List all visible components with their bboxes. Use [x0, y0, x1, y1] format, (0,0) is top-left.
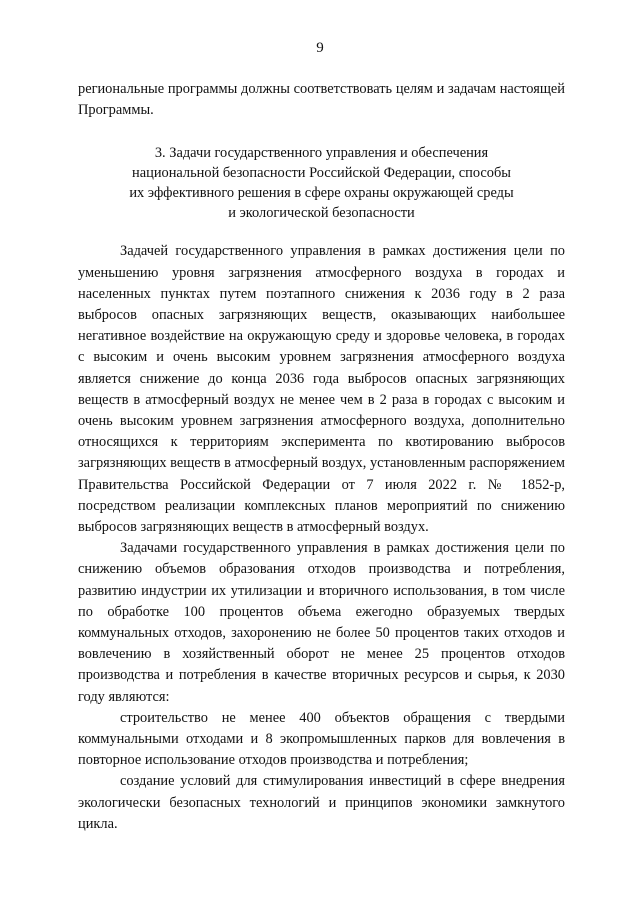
section-heading-line: национальной безопасности Российской Федерации, способы — [132, 165, 511, 182]
body-paragraph: Задачей государственного управления в рамках достижения цели по уменьшению уровня загрязнения атмосферного воздуха в городах и населенных пунктах путем поэтапного снижения к 2036 году в 2 раза выбросов опасных загрязняющих веществ, оказывающих наибольшее негативное воздействие на окружающую среду и здоровье человека, в городах с высоким и очень высоким уровнем загрязнения атмосферного воздуха является снижение до конца 2036 года выбросов опасных загрязняющих веществ в атмосферный воздух не менее чем в 2 раза в городах с высоким и очень высоким уровнем загрязнения атмосферного воздуха, дополнительно относящихся к территориям эксперимента по квотированию выбросов загрязняющих веществ в атмосферный воздух, установленным распоряжением Правительства Российской Федерации от 7 июля 2022 г. № 1852-р, посредством реализации комплексных планов мероприятий по снижению выбросов загрязняющих веществ в атмосферный воздух. — [78, 243, 565, 536]
section-heading-line: их эффективного решения в сфере охраны окружающей среды — [129, 185, 514, 202]
section-heading — [78, 143, 565, 223]
page-number: 9 — [316, 40, 324, 56]
section-heading-line: и экологической безопасности — [228, 205, 415, 222]
body-paragraph: Задачами государственного управления в рамках достижения цели по снижению объемов образования отходов производства и потребления, развитию индустрии их утилизации и вторичного использования, в том числе по обработке 100 процентов объема ежегодно образуемых твердых коммунальных отходов, захоронению не более 50 процентов таких отходов и вовлечению в хозяйственный оборот не менее 25 процентов отходов производства и потребления в качестве вторичных ресурсов и сырья, к 2030 году являются: — [78, 540, 565, 705]
section-heading-line: 3. Задачи государственного управления и обеспечения — [154, 145, 489, 162]
document-body — [78, 79, 565, 835]
list-paragraph: строительство не менее 400 объектов обращения с твердыми коммунальными отходами и 8 экопромышленных парков для вовлечения в повторное использование отходов производства и потребления; — [78, 709, 565, 769]
list-paragraph: создание условий для стимулирования инвестиций в сфере внедрения экологически безопасных технологий и принципов экономики замкнутого цикла. — [78, 773, 565, 832]
intro-paragraph: региональные программы должны соответствовать целям и задачам настоящей Программы. — [78, 81, 565, 119]
